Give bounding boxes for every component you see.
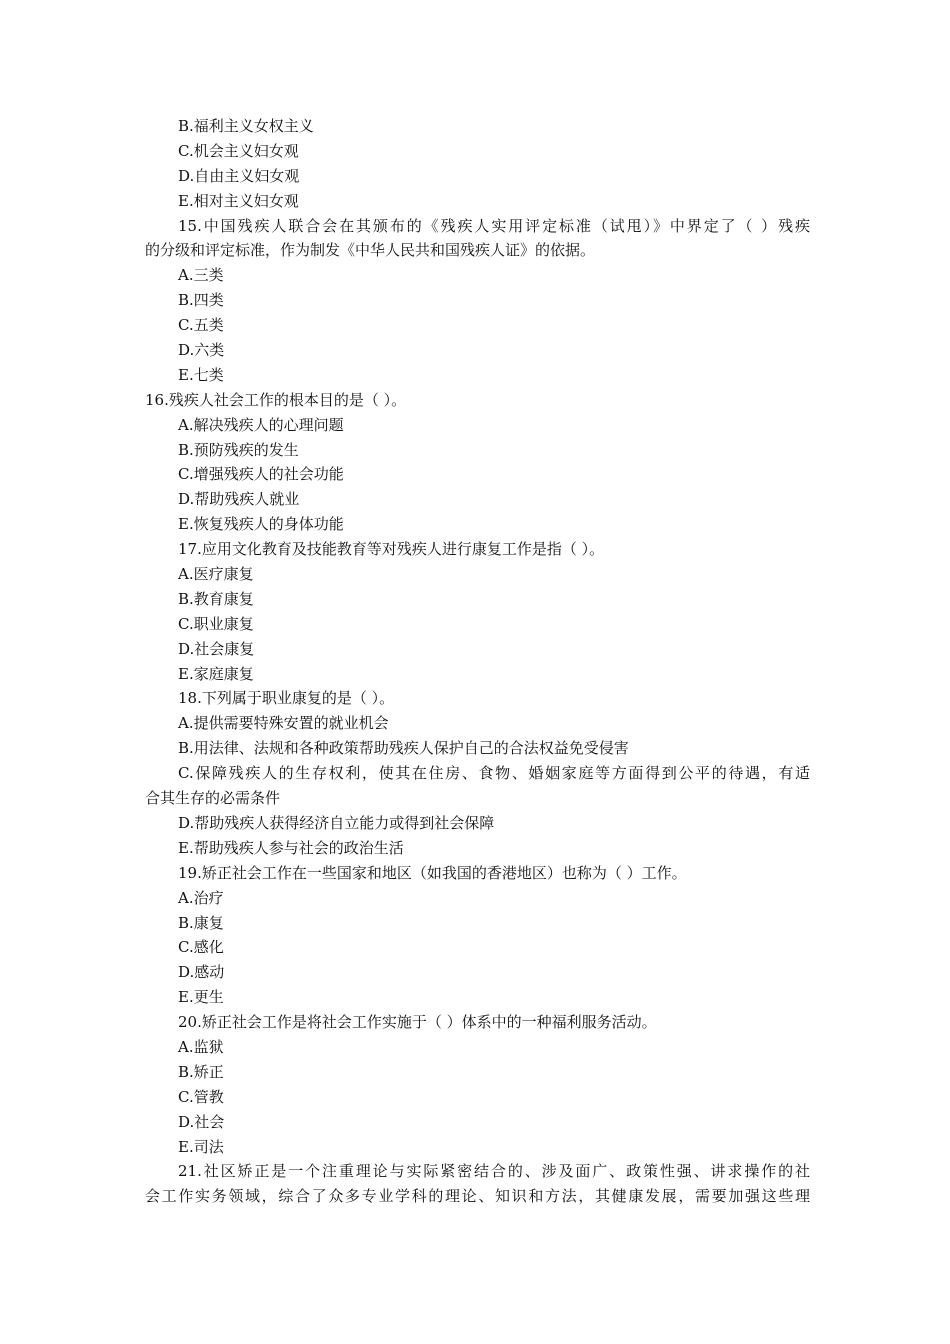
text-line: E.帮助残疾人参与社会的政治生活 (178, 838, 404, 857)
text-line: B.四类 (178, 291, 224, 310)
text-line: 18.下列属于职业康复的是（ ）。 (178, 689, 395, 708)
text-line: A.监狱 (178, 1037, 224, 1056)
text-line: E.更生 (178, 988, 224, 1007)
text-line: A.解决残疾人的心理问题 (178, 415, 344, 434)
text-line: A.治疗 (178, 888, 224, 907)
text-line: A.医疗康复 (178, 565, 254, 584)
text-line: D.感动 (178, 963, 225, 982)
text-line: C.感化 (178, 938, 224, 957)
text-line: 16.残疾人社会工作的根本目的是（ ）。 (145, 390, 407, 409)
text-line: D.六类 (178, 341, 225, 360)
text-line: 19.矫正社会工作在一些国家和地区（如我国的香港地区）也称为（ ）工作。 (178, 863, 687, 882)
text-line: 合其生存的必需条件 (145, 789, 281, 808)
text-line: 17.应用文化教育及技能教育等对残疾人进行康复工作是指（ ）。 (178, 540, 605, 559)
text-line: C.五类 (178, 316, 224, 335)
text-line: D.社会康复 (178, 639, 255, 658)
text-line: E.家庭康复 (178, 664, 254, 683)
text-line: C.职业康复 (178, 614, 254, 633)
text-line: B.用法律、法规和各种政策帮助残疾人保护自己的合法权益免受侵害 (178, 739, 629, 758)
text-line: B.福利主义女权主义 (178, 117, 314, 135)
text-line: A.提供需要特殊安置的就业机会 (178, 714, 389, 733)
text-line: D.帮助残疾人就业 (178, 490, 300, 509)
text-line: E.七类 (178, 365, 224, 384)
document-body (145, 114, 810, 1209)
text-line: 21.社区矫正是一个注重理论与实际紧密结合的、涉及面广、政策性强、讲求操作的社 (178, 1162, 810, 1181)
text-line: C.机会主义妇女观 (178, 141, 299, 160)
text-line: B.教育康复 (178, 589, 254, 608)
text-line: A.三类 (178, 266, 224, 285)
text-line: D.自由主义妇女观 (178, 166, 300, 185)
text-line: C.增强残疾人的社会功能 (178, 465, 344, 484)
text-line: E.司法 (178, 1137, 224, 1156)
text-line: 20.矫正社会工作是将社会工作实施于（ ）体系中的一种福利服务活动。 (178, 1013, 657, 1032)
text-line: E.恢复残疾人的身体功能 (178, 515, 344, 534)
text-line: D.社会 (178, 1112, 225, 1131)
text-line: B.预防残疾的发生 (178, 440, 299, 459)
text-line: 会工作实务领域，综合了众多专业学科的理论、知识和方法，其健康发展，需要加强这些理 (145, 1187, 810, 1206)
text-line: D.帮助残疾人获得经济自立能力或得到社会保障 (178, 813, 495, 832)
text-line: 的分级和评定标准，作为制发《中华人民共和国残疾人证》的依据。 (145, 241, 596, 260)
text-line: 15.中国残疾人联合会在其颁布的《残疾人实用评定标准（试甩）》中界定了（ ）残疾 (178, 216, 810, 235)
text-line: B.矫正 (178, 1062, 224, 1081)
text-line: E.相对主义妇女观 (178, 191, 299, 210)
text-line: B.康复 (178, 913, 224, 932)
text-line: C.保障残疾人的生存权利，使其在住房、食物、婚姻家庭等方面得到公平的待遇，有适 (178, 764, 810, 783)
text-line: C.管教 (178, 1087, 224, 1106)
